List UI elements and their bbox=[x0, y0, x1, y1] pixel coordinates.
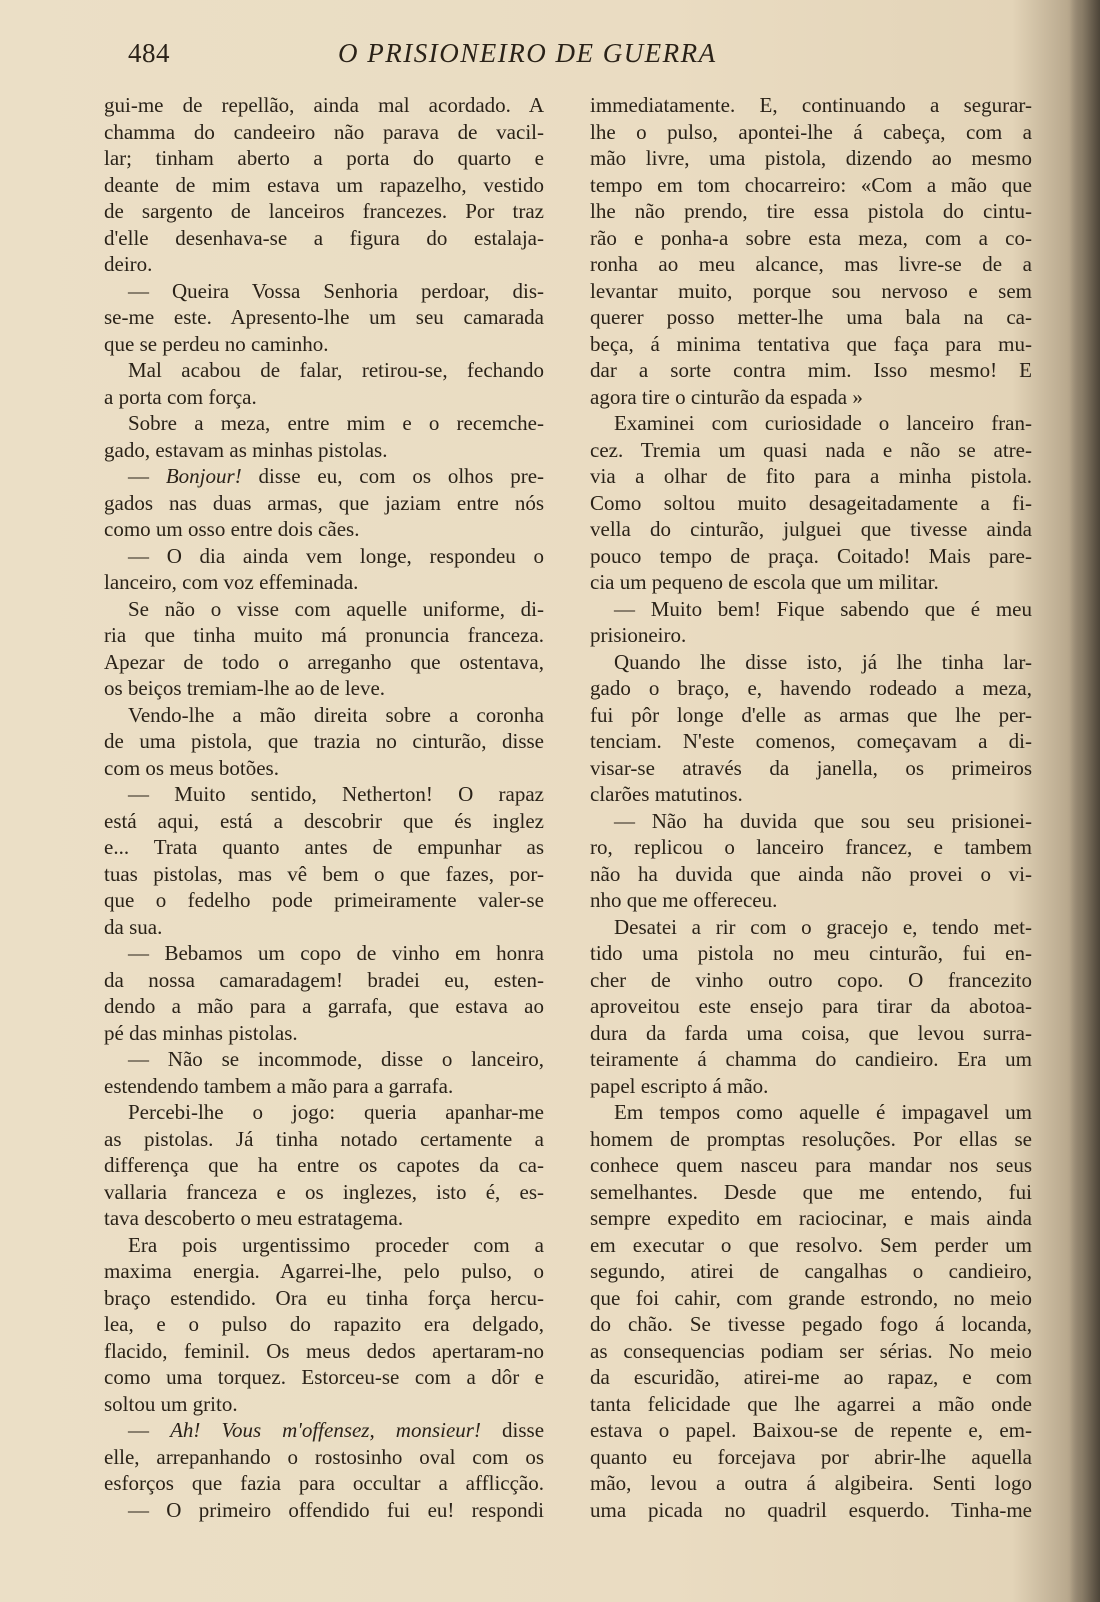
text-line: deante de mim estava um rapazelho, vestido bbox=[104, 172, 544, 197]
text-line: lhe o pulso, apontei-lhe á cabeça, com a bbox=[590, 119, 1032, 144]
text-line: com os meus botões. bbox=[104, 755, 279, 780]
text-line: em executar o que resolvo. Sem perder um bbox=[590, 1232, 1032, 1257]
text-line: dura da farda uma coisa, que levou surra- bbox=[590, 1020, 1032, 1045]
text-line: visar-se através da janella, os primeiros bbox=[590, 755, 1032, 780]
text-line: Quando lhe disse isto, já lhe tinha lar- bbox=[614, 649, 1032, 674]
text-line: pouco tempo de praça. Coitado! Mais pare- bbox=[590, 543, 1032, 568]
text-line: — Muito bem! Fique sabendo que é meu bbox=[614, 596, 1032, 621]
text-line: como uma torquez. Estorceu-se com a dôr e bbox=[104, 1365, 544, 1389]
text-line: soltou um grito. bbox=[104, 1391, 238, 1416]
text-line: lhe não prendo, tire essa pistola do cintu- bbox=[590, 199, 1032, 223]
text-line: cher de vinho outro copo. O francezito bbox=[590, 967, 1032, 992]
text-line: — O dia ainda vem longe, respondeu o bbox=[128, 543, 544, 568]
text-line: — Não se incommode, disse o lanceiro, bbox=[128, 1047, 544, 1071]
text-line: elle, arrepanhando o rostosinho oval com os bbox=[104, 1444, 544, 1469]
text-line: Sobre a meza, entre mim e o recemche- bbox=[128, 411, 544, 435]
text-line: Era pois urgentissimo proceder com a bbox=[128, 1232, 544, 1257]
text-line: tenciam. N'este comenos, começavam a di- bbox=[590, 729, 1032, 753]
text-line: da escuridão, atirei-me ao rapaz, e com bbox=[590, 1365, 1032, 1389]
text-line: homem de promptas resoluções. Por ellas se bbox=[590, 1126, 1032, 1151]
text-line: — Bebamos um copo de vinho em honra bbox=[128, 941, 544, 965]
text-line: mão livre, uma pistola, dizendo ao mesmo bbox=[590, 146, 1032, 170]
text-line: tanta felicidade que lhe agarrei a mão onde bbox=[590, 1391, 1032, 1416]
text-line: tava descoberto o meu estratagema. bbox=[104, 1206, 404, 1230]
text-line: ronha ao meu alcance, mas livre-se de a bbox=[590, 252, 1032, 276]
text-line: querer posso metter-lhe uma bala na ca- bbox=[590, 305, 1032, 329]
text-line: e... Trata quanto antes de empunhar as bbox=[104, 835, 544, 859]
text-line: gados nas duas armas, que jaziam entre nós bbox=[104, 490, 544, 515]
text-line: do chão. Se tivesse pegado fogo á locanda, bbox=[590, 1312, 1032, 1336]
text-line: pé das minhas pistolas. bbox=[104, 1020, 298, 1045]
page-header bbox=[128, 32, 778, 82]
text-line: beça, á minima tentativa que faça para mu- bbox=[590, 331, 1032, 356]
text-line: dar a sorte contra mim. Isso mesmo! E bbox=[590, 358, 1032, 382]
text-line: está aqui, está a descobrir que és inglez bbox=[104, 808, 544, 833]
text-line: gui-me de repellão, ainda mal acordado. A bbox=[104, 93, 544, 117]
text-line: deiro. bbox=[104, 252, 153, 276]
text-line: estendendo tambem a mão para a garrafa. bbox=[104, 1073, 454, 1098]
text-line: gado o braço, e, havendo rodeado a meza, bbox=[590, 676, 1032, 700]
text-line: dendo a mão para a garrafa, que estava ao bbox=[104, 994, 544, 1018]
text-line: da nossa camaradagem! bradei eu, esten- bbox=[104, 967, 544, 992]
text-line: quanto eu forcejava por abrir-lhe aquella bbox=[590, 1444, 1032, 1469]
text-line: como um osso entre dois cães. bbox=[104, 517, 360, 541]
text-line: que o fedelho pode primeiramente valer-se bbox=[104, 888, 544, 912]
text-line: não ha duvida que ainda não provei o vi- bbox=[590, 861, 1032, 886]
text-line: — Não ha duvida que sou seu prisionei- bbox=[614, 808, 1032, 833]
text-line: teiramente á chamma do candieiro. Era um bbox=[590, 1047, 1032, 1071]
text-line: — Ah! Vous m'offensez, monsieur! disse bbox=[128, 1418, 544, 1442]
text-line: via a olhar de fito para a minha pistola. bbox=[590, 464, 1032, 488]
text-line: os beiços tremiam-lhe ao de leve. bbox=[104, 676, 386, 700]
text-line: de uma pistola, que trazia no cinturão, disse bbox=[104, 729, 544, 753]
text-line: tempo em tom chocarreiro: «Com a mão que bbox=[590, 172, 1032, 197]
text-line: immediatamente. E, continuando a segurar- bbox=[590, 93, 1032, 117]
text-line: uma picada no quadril esquerdo. Tinha-me bbox=[590, 1497, 1032, 1522]
text-line: semelhantes. Desde que me entendo, fui bbox=[590, 1179, 1032, 1204]
text-line: — Queira Vossa Senhoria perdoar, dis- bbox=[128, 278, 544, 303]
text-line: Examinei com curiosidade o lanceiro fran- bbox=[614, 411, 1032, 435]
text-line: lea, e o pulso do rapazito era delgado, bbox=[104, 1312, 544, 1336]
text-line: rão e ponha-a sobre esta meza, com a co- bbox=[590, 225, 1032, 250]
text-line: agora tire o cinturão da espada » bbox=[590, 384, 863, 409]
text-line: vallaria franceza e os inglezes, isto é, es- bbox=[104, 1179, 544, 1204]
text-line: sempre expedito em raciocinar, e mais ainda bbox=[590, 1206, 1032, 1230]
text-line: differença que ha entre os capotes da ca- bbox=[104, 1153, 544, 1177]
text-line: Em tempos como aquelle é impagavel um bbox=[614, 1100, 1032, 1124]
text-line: segundo, atirei de cangalhas o candieiro, bbox=[590, 1259, 1032, 1283]
text-line: conhece quem nasceu para mandar nos seus bbox=[590, 1153, 1032, 1177]
text-line: lar; tinham aberto a porta do quarto e bbox=[104, 146, 544, 170]
text-line: estava o papel. Baixou-se de repente e, em- bbox=[590, 1418, 1032, 1442]
text-line: lanceiro, com voz effeminada. bbox=[104, 570, 359, 594]
text-line: papel escripto á mão. bbox=[590, 1073, 769, 1098]
text-line: cez. Tremia um quasi nada e não se atre- bbox=[590, 437, 1032, 462]
text-line: Mal acabou de falar, retirou-se, fechando bbox=[128, 358, 544, 382]
text-line: as pistolas. Já tinha notado certamente a bbox=[104, 1126, 544, 1151]
text-line: — O primeiro offendido fui eu! respondi bbox=[128, 1497, 544, 1522]
text-line: se-me este. Apresento-lhe um seu camarada bbox=[104, 305, 544, 329]
text-line: — Muito sentido, Netherton! O rapaz bbox=[128, 782, 544, 806]
text-line: de sargento de lanceiros francezes. Por traz bbox=[104, 199, 544, 223]
text-line: fui pôr longe d'elle as armas que lhe per- bbox=[590, 702, 1032, 727]
text-line: Desatei a rir com o gracejo e, tendo met- bbox=[614, 914, 1032, 939]
text-line: braço estendido. Ora eu tinha força hercu- bbox=[104, 1285, 544, 1310]
text-line: chamma do candeeiro não parava de vacil- bbox=[104, 119, 544, 144]
text-line: levantar muito, porque sou nervoso e sem bbox=[590, 278, 1032, 303]
right-text-column bbox=[590, 92, 1032, 1523]
text-line: d'elle desenhava-se a figura do estalaja- bbox=[104, 225, 544, 250]
text-line: — Bonjour! disse eu, com os olhos pre- bbox=[128, 464, 544, 488]
left-text-column bbox=[104, 92, 544, 1523]
text-line: da sua. bbox=[104, 914, 163, 939]
book-binding-edge bbox=[1070, 0, 1100, 1602]
text-line: clarões matutinos. bbox=[590, 782, 743, 806]
text-line: a porta com força. bbox=[104, 384, 257, 409]
text-line: flacido, feminil. Os meus dedos apertaram-no bbox=[104, 1338, 544, 1363]
text-line: mão, levou a outra á algibeira. Senti logo bbox=[590, 1471, 1032, 1495]
text-line: maxima energia. Agarrei-lhe, pelo pulso, o bbox=[104, 1259, 544, 1283]
text-line: tuas pistolas, mas vê bem o que fazes, por- bbox=[104, 861, 544, 886]
text-line: vella do cinturão, julguei que tivesse ainda bbox=[590, 517, 1032, 541]
text-line: nho que me offereceu. bbox=[590, 888, 778, 912]
text-line: gado, estavam as minhas pistolas. bbox=[104, 437, 388, 462]
text-line: ria que tinha muito má pronuncia franceza. bbox=[104, 623, 544, 647]
text-line: esforços que fazia para occultar a afflicção. bbox=[104, 1471, 544, 1495]
italic-phrase: Ah! Vous m'offensez, monsieur! bbox=[170, 1418, 481, 1442]
text-line: que foi cahir, com grande estrondo, no meio bbox=[590, 1285, 1032, 1310]
text-line: Percebi-lhe o jogo: queria apanhar-me bbox=[128, 1100, 544, 1124]
page-number: 484 bbox=[128, 38, 170, 68]
italic-phrase: Bonjour! bbox=[165, 464, 242, 488]
text-line: tido uma pistola no meu cinturão, fui en- bbox=[590, 941, 1032, 965]
text-line: aproveitou este ensejo para tirar da abotoa- bbox=[590, 994, 1032, 1018]
text-line: que se perdeu no caminho. bbox=[104, 331, 329, 356]
text-line: as consequencias podiam ser sérias. No meio bbox=[590, 1338, 1032, 1363]
text-line: cia um pequeno de escola que um militar. bbox=[590, 570, 939, 594]
text-line: ro, replicou o lanceiro francez, e tambem bbox=[590, 835, 1032, 859]
text-line: prisioneiro. bbox=[590, 623, 687, 647]
running-title: O PRISIONEIRO DE GUERRA bbox=[338, 38, 717, 68]
text-line: Se não o visse com aquelle uniforme, di- bbox=[128, 596, 544, 621]
text-line: Vendo-lhe a mão direita sobre a coronha bbox=[128, 702, 544, 727]
text-line: Como soltou muito desageitadamente a fi- bbox=[590, 490, 1032, 515]
text-line: Apezar de todo o arreganho que ostentava, bbox=[104, 649, 544, 674]
